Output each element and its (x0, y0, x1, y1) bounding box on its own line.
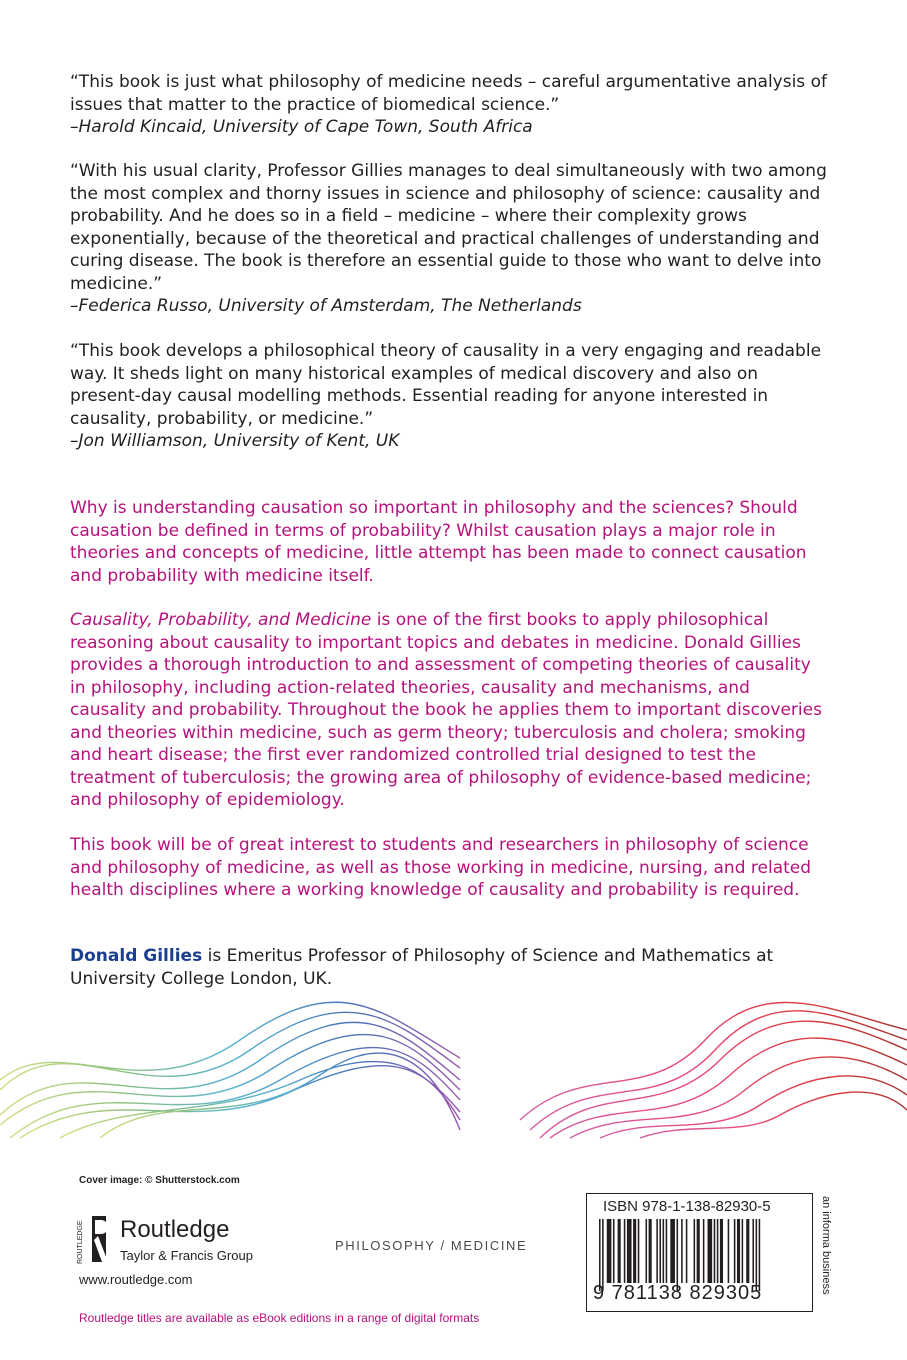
publisher-name: Routledge (120, 1216, 230, 1243)
barcode-bar (638, 1219, 640, 1283)
endorsement-quote-1 (70, 71, 830, 139)
quote-attribution: –Harold Kincaid, University of Cape Town, South Africa (70, 117, 533, 137)
blurb-paragraph-1: Why is understanding causation so important in philosophy and the sciences? Should causation be defined in terms of probability? Whilst causation plays a major role in theories and concepts of medicine, little attempt has been made to connect causation and probability with medicine itself. (70, 498, 807, 586)
barcode-bar (734, 1219, 736, 1283)
logo-text: ROUTLEDGE (77, 1220, 84, 1264)
quote-attribution: –Jon Williamson, University of Kent, UK (70, 431, 400, 451)
barcode-bar (670, 1219, 675, 1283)
barcode-bar (627, 1219, 632, 1283)
barcode-bar (677, 1219, 679, 1291)
barcode-bar (759, 1219, 761, 1291)
blurb-paragraph-3: This book will be of great interest to students and researchers in philosophy of science and philosophy of medicine, as well as those working in medicine, nursing, and related health disciplines where a working knowledge of causality and probability is required. (70, 835, 812, 900)
barcode-bar (659, 1219, 661, 1283)
barcode-bar (607, 1219, 612, 1283)
barcode-bar (708, 1219, 713, 1283)
informa-business-tag: an informa business (820, 1196, 832, 1295)
author-bio-text: is Emeritus Professor of Philosophy of Science and Mathematics at University College London, UK. (70, 946, 774, 989)
quote-text: “This book is just what philosophy of medicine needs – careful argumentative analysis of issues that matter to the practice of biomedical science.” (70, 72, 827, 115)
barcode-bar (728, 1219, 730, 1283)
barcode-bar (599, 1219, 601, 1291)
barcode-bar (646, 1219, 648, 1283)
barcode-bar (694, 1219, 696, 1283)
ebook-availability-note: Routledge titles are available as eBook editions in a range of digital formats (79, 1311, 480, 1325)
barcode-bar (656, 1219, 658, 1283)
isbn-barcode (586, 1193, 813, 1312)
barcode-bar (602, 1219, 604, 1291)
barcode-bar (752, 1219, 754, 1283)
barcode-bar (624, 1219, 626, 1283)
quote-attribution: –Federica Russo, University of Amsterdam, The Netherlands (70, 296, 582, 316)
barcode-bar (746, 1219, 749, 1283)
barcode-bar (697, 1219, 700, 1283)
isbn-label: ISBN 978-1-138-82930-5 (603, 1198, 771, 1215)
barcode-bar (666, 1219, 668, 1283)
barcode-bar (681, 1219, 683, 1283)
cover-image-credit: Cover image: © Shutterstock.com (79, 1175, 240, 1186)
barcode-bar (720, 1219, 723, 1283)
barcode-bar (703, 1219, 705, 1283)
endorsement-quote-2 (70, 160, 830, 318)
publisher-url: www.routledge.com (79, 1272, 193, 1287)
barcode-bar (756, 1219, 758, 1291)
barcode-bar (613, 1219, 615, 1283)
quote-text: “With his usual clarity, Professor Gillies manages to deal simultaneously with two among the most complex and thorny issues in science and philosophy of science: causality and probability. And he does so in a field – medicine – where their complexity grows exponentially, because of the theoretical and practical challenges of understanding and curing disease. The book is therefore an essential guide to those who want to delve into medicine.” (70, 161, 827, 294)
endorsement-quote-3 (70, 340, 830, 453)
cover-swirl-image (0, 1020, 907, 1138)
barcode-bar (717, 1219, 719, 1283)
author-bio (70, 945, 830, 990)
barcode-bar (663, 1219, 665, 1283)
barcode-bar (633, 1219, 636, 1283)
publisher-group: Taylor & Francis Group (120, 1248, 253, 1263)
barcode-bar (742, 1219, 744, 1283)
blurb-paragraph-2 (70, 609, 830, 812)
blurb-paragraph-2-text: is one of the first books to apply philosophical reasoning about causality to important topics and debates in medicine. Donald Gillies provides a thorough introduction to and assessment of competing theories of causality in philosophy, including action-related theories, causality and mechanisms, and causality and probability. Throughout the book he applies them to important discoveries and theories within medicine, such as germ theory; tuberculosis and cholera; smoking and heart disease; the first ever randomized controlled trial designed to test the treatment of tuberculosis; the growing area of philosophy of evidence-based medicine; and philosophy of epidemiology. (70, 610, 822, 810)
book-title: Causality, Probability, and Medicine (70, 610, 372, 630)
subject-category: PHILOSOPHY / MEDICINE (335, 1238, 528, 1253)
author-name: Donald Gillies (70, 946, 203, 966)
barcode-bar (714, 1219, 716, 1283)
barcode-bars (597, 1219, 803, 1291)
barcode-bar (649, 1219, 652, 1283)
quote-text: “This book develops a philosophical theory of causality in a very engaging and readable way. It sheds light on many historical examples of medical discovery and also on present-day causal modelling methods. Essential reading for anyone interested in causality, probability, or medicine.” (70, 341, 822, 429)
barcode-bar (686, 1219, 688, 1283)
barcode-bar (737, 1219, 740, 1283)
barcode-bar (618, 1219, 621, 1283)
barcode-digits: 9 781138 829305 (593, 1282, 763, 1304)
